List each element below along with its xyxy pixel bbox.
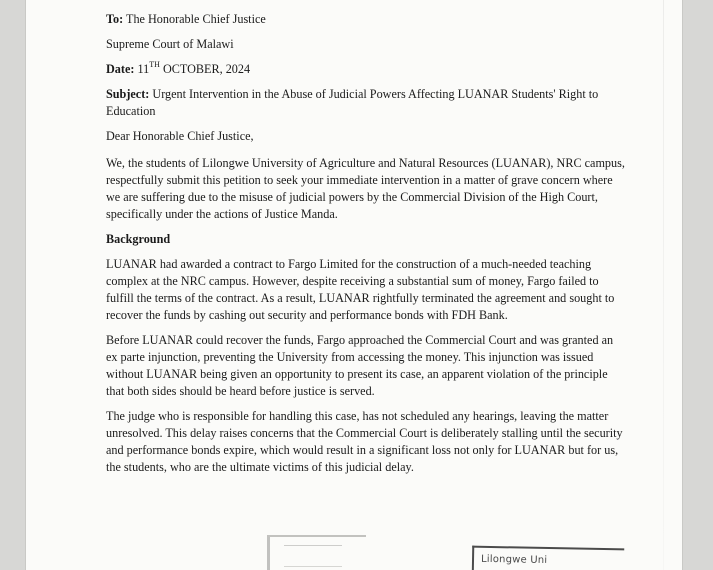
letter-body	[106, 11, 626, 476]
stamp-text: Lilongwe Uni	[480, 553, 548, 566]
faded-stamp	[267, 535, 366, 570]
to-label: To:	[106, 12, 124, 26]
subject-text: Urgent Intervention in the Abuse of Judicial Powers Affecting LUANAR Students' Right to Education	[106, 87, 599, 118]
intro-paragraph: We, the students of Lilongwe University of Agriculture and Natural Resources (LUANAR), NRC campus, respectfully submit this petition to seek your immediate intervention in a matter of grave concern where we are suffering due to the misuse of judicial powers by the Commercial Division of the High Court, specifically under the actions of Justice Manda.	[106, 156, 625, 221]
date-rest: OCTOBER, 2024	[162, 62, 251, 76]
lilongwe-university-stamp	[472, 546, 625, 570]
background-heading: Background	[106, 232, 171, 246]
recipient-name: The Honorable Chief Justice	[126, 12, 266, 26]
court-line: Supreme Court of Malawi	[106, 37, 234, 51]
faded-stamp-mark	[284, 545, 342, 567]
date-day: 11	[137, 62, 150, 76]
date-line	[106, 61, 626, 78]
subject-line	[106, 86, 626, 120]
recipient-line	[106, 11, 626, 28]
background-paragraph-3: The judge who is responsible for handling this case, has not scheduled any hearings, leaving the matter unresolved. This delay raises concerns that the Commercial Court is deliberately stalling until the security and performance bonds expire, which would result in a significant loss not only for LUANAR but for us, the students, who are the ultimate victims of this judicial delay.	[106, 409, 623, 474]
salutation: Dear Honorable Chief Justice,	[106, 129, 254, 143]
background-paragraph-2: Before LUANAR could recover the funds, Fargo approached the Commercial Court and was granted an ex parte injunction, preventing the University from accessing the money. This injunction was issued without LUANAR being given an opportunity to present its case, an apparent violation of the principle that both sides should be heard before justice is served.	[106, 333, 614, 398]
date-label: Date:	[106, 62, 135, 76]
subject-label: Subject:	[106, 87, 150, 101]
letter-page	[26, 0, 682, 570]
background-paragraph-1: LUANAR had awarded a contract to Fargo Limited for the construction of a much-needed teaching complex at the NRC campus. However, despite receiving a substantial sum of money, Fargo failed to fulfill the terms of the contract. As a result, LUANAR rightfully terminated the agreement and sought to recover the funds by cashing out security and performance bonds with FDH Bank.	[106, 257, 615, 322]
date-day-suffix: TH	[149, 59, 160, 69]
